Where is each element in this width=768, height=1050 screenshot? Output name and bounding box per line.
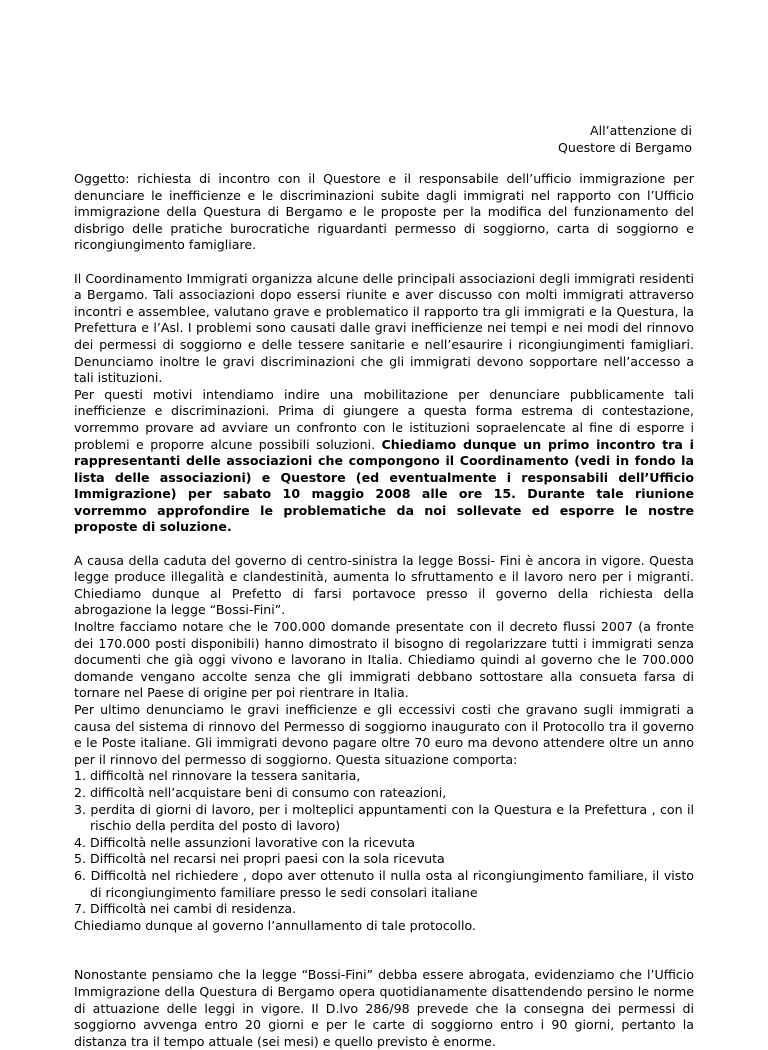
list-item: 2. difficoltà nell’acquistare beni di consumo con rateazioni,: [74, 784, 447, 800]
list-item: 3. perdita di giorni di lavoro, per i molteplici appuntamenti con la Questura e la Prefettura , con il rischio della perdita del posto di lavoro): [74, 801, 694, 834]
letter-body: [74, 171, 694, 1050]
recipient-line-2: Questore di Bergamo: [557, 139, 692, 155]
recipient-line-1: All’attenzione di: [590, 123, 692, 138]
list-item: 7. Difficoltà nei cambi di residenza.: [74, 901, 297, 917]
subject-paragraph: Oggetto: richiesta di incontro con il Questore e il responsabile dell’ufficio immigrazione per denunciare le inefficienze e le discriminazioni subite dagli immigrati nel rapporto con l’Ufficio immigrazione della Questura di Bergamo e le proposte per la modifica del funzionamento del disbrigo delle pratiche burocratiche riguardanti permesso di soggiorno, carta di soggiorno e ricongiungimento famigliare.: [74, 171, 694, 253]
paragraph-bossi-fini: A causa della caduta del governo di centro-sinistra la legge Bossi- Fini è ancora in vigore. Questa legge produce illegalità e clandestinità, aumenta lo sfruttamento e il lavoro nero per i migranti. Chiediamo dunque al Prefetto di farsi portavoce presso il governo della richiesta della abrogazione la legge “Bossi-Fini”.: [74, 552, 694, 618]
paragraph-annullamento: Chiediamo dunque al governo l’annullamento di tale protocollo.: [74, 917, 476, 933]
list-item: 6. Difficoltà nel richiedere , dopo aver ottenuto il nulla osta al ricongiungimento familiare, il visto di ricongiungimento familiare presso le sedi consolari italiane: [74, 867, 694, 900]
paragraph-protocollo: Per ultimo denunciamo le gravi inefficienze e gli eccessivi costi che gravano sugli immigrati a causa del sistema di rinnovo del Permesso di soggiorno inaugurato con il Protocollo tra il governo e le Poste italiane. Gli immigrati devono pagare oltre 70 euro ma devono attendere oltre un anno per il rinnovo del permesso di soggiorno. Questa situazione comporta:: [74, 702, 694, 767]
list-item: 4. Difficoltà nelle assunzioni lavorative con la ricevuta: [74, 834, 415, 850]
paragraph-decreto-flussi: Inoltre facciamo notare che le 700.000 domande presentate con il decreto flussi 2007 (a fronte dei 170.000 posti disponibili) hanno dimostrato il bisogno di regolarizzare tutti i immigrati senza documenti che già oggi vivono e lavorano in Italia. Chiediamo quindi al governo che le 700.000 domande vengano accolte senza che gli immigrati debbano sottostare alla consueta farsa di tornare nel Paese di origine per poi rientrare in Italia.: [74, 619, 694, 701]
list-item: 1. difficoltà nel rinnovare la tessera sanitaria,: [74, 768, 361, 784]
paragraph-ufficio-immigrazione: Nonostante pensiamo che la legge “Bossi-Fini” debba essere abrogata, evidenziamo che l’Ufficio Immigrazione della Questura di Bergamo opera quotidianamente disattendendo persino le norme di attuazione delle leggi in vigore. Il D.lvo 286/98 prevede che la consegna dei permessi di soggiorno avvenga entro 20 giorni e per le carte di soggiorno entro i 90 giorni, pertanto la distanza tra il tempo attuale (sei mesi) e quello previsto è enorme.: [74, 967, 694, 1049]
recipient-block: [558, 123, 692, 156]
paragraph-request: [74, 387, 694, 536]
paragraph-intro: Il Coordinamento Immigrati organizza alcune delle principali associazioni degli immigrati residenti a Bergamo. Tali associazioni dopo essersi riunite e aver discusso con molti immigrati attraverso incontri e assemblee, valutano grave e problematico il rapporto tra gli immigrati e la Questura, la Prefettura e l’Asl. I problemi sono causati dalle gravi inefficienze nei tempi e nei modi del rinnovo dei permessi di soggiorno e delle tessere sanitarie e nell’esaurire i ricongiungimenti famigliari. Denunciamo inoltre le gravi discriminazioni che gli immigrati devono sopportare nell’accesso a tali istituzioni.: [74, 270, 694, 386]
paragraph-request-text: Per questi motivi intendiamo indire una mobilitazione per denunciare pubblicamente tali inefficienze e discriminazioni. Prima di giungere a questa forma estrema di contestazione, vorremmo provare ad avviare un confronto con le istituzioni sopraelencate al fine di esporre i problemi e proporre alcune possibili soluzioni.: [74, 386, 694, 452]
difficulties-list: [74, 768, 694, 917]
paragraph-request-bold: Chiediamo dunque un primo incontro tra i rappresentanti delle associazioni che compongono il Coordinamento (vedi in fondo la lista delle associazioni) e Questore (ed eventualmente i responsabili dell’Ufficio Immigrazione) per sabato 10 maggio 2008 alle ore 15. Durante tale riunione vorremmo approfondire le problematiche da noi sollevate ed esporre le nostre proposte di soluzione.: [74, 436, 694, 535]
list-item: 5. Difficoltà nel recarsi nei propri paesi con la sola ricevuta: [74, 851, 445, 867]
